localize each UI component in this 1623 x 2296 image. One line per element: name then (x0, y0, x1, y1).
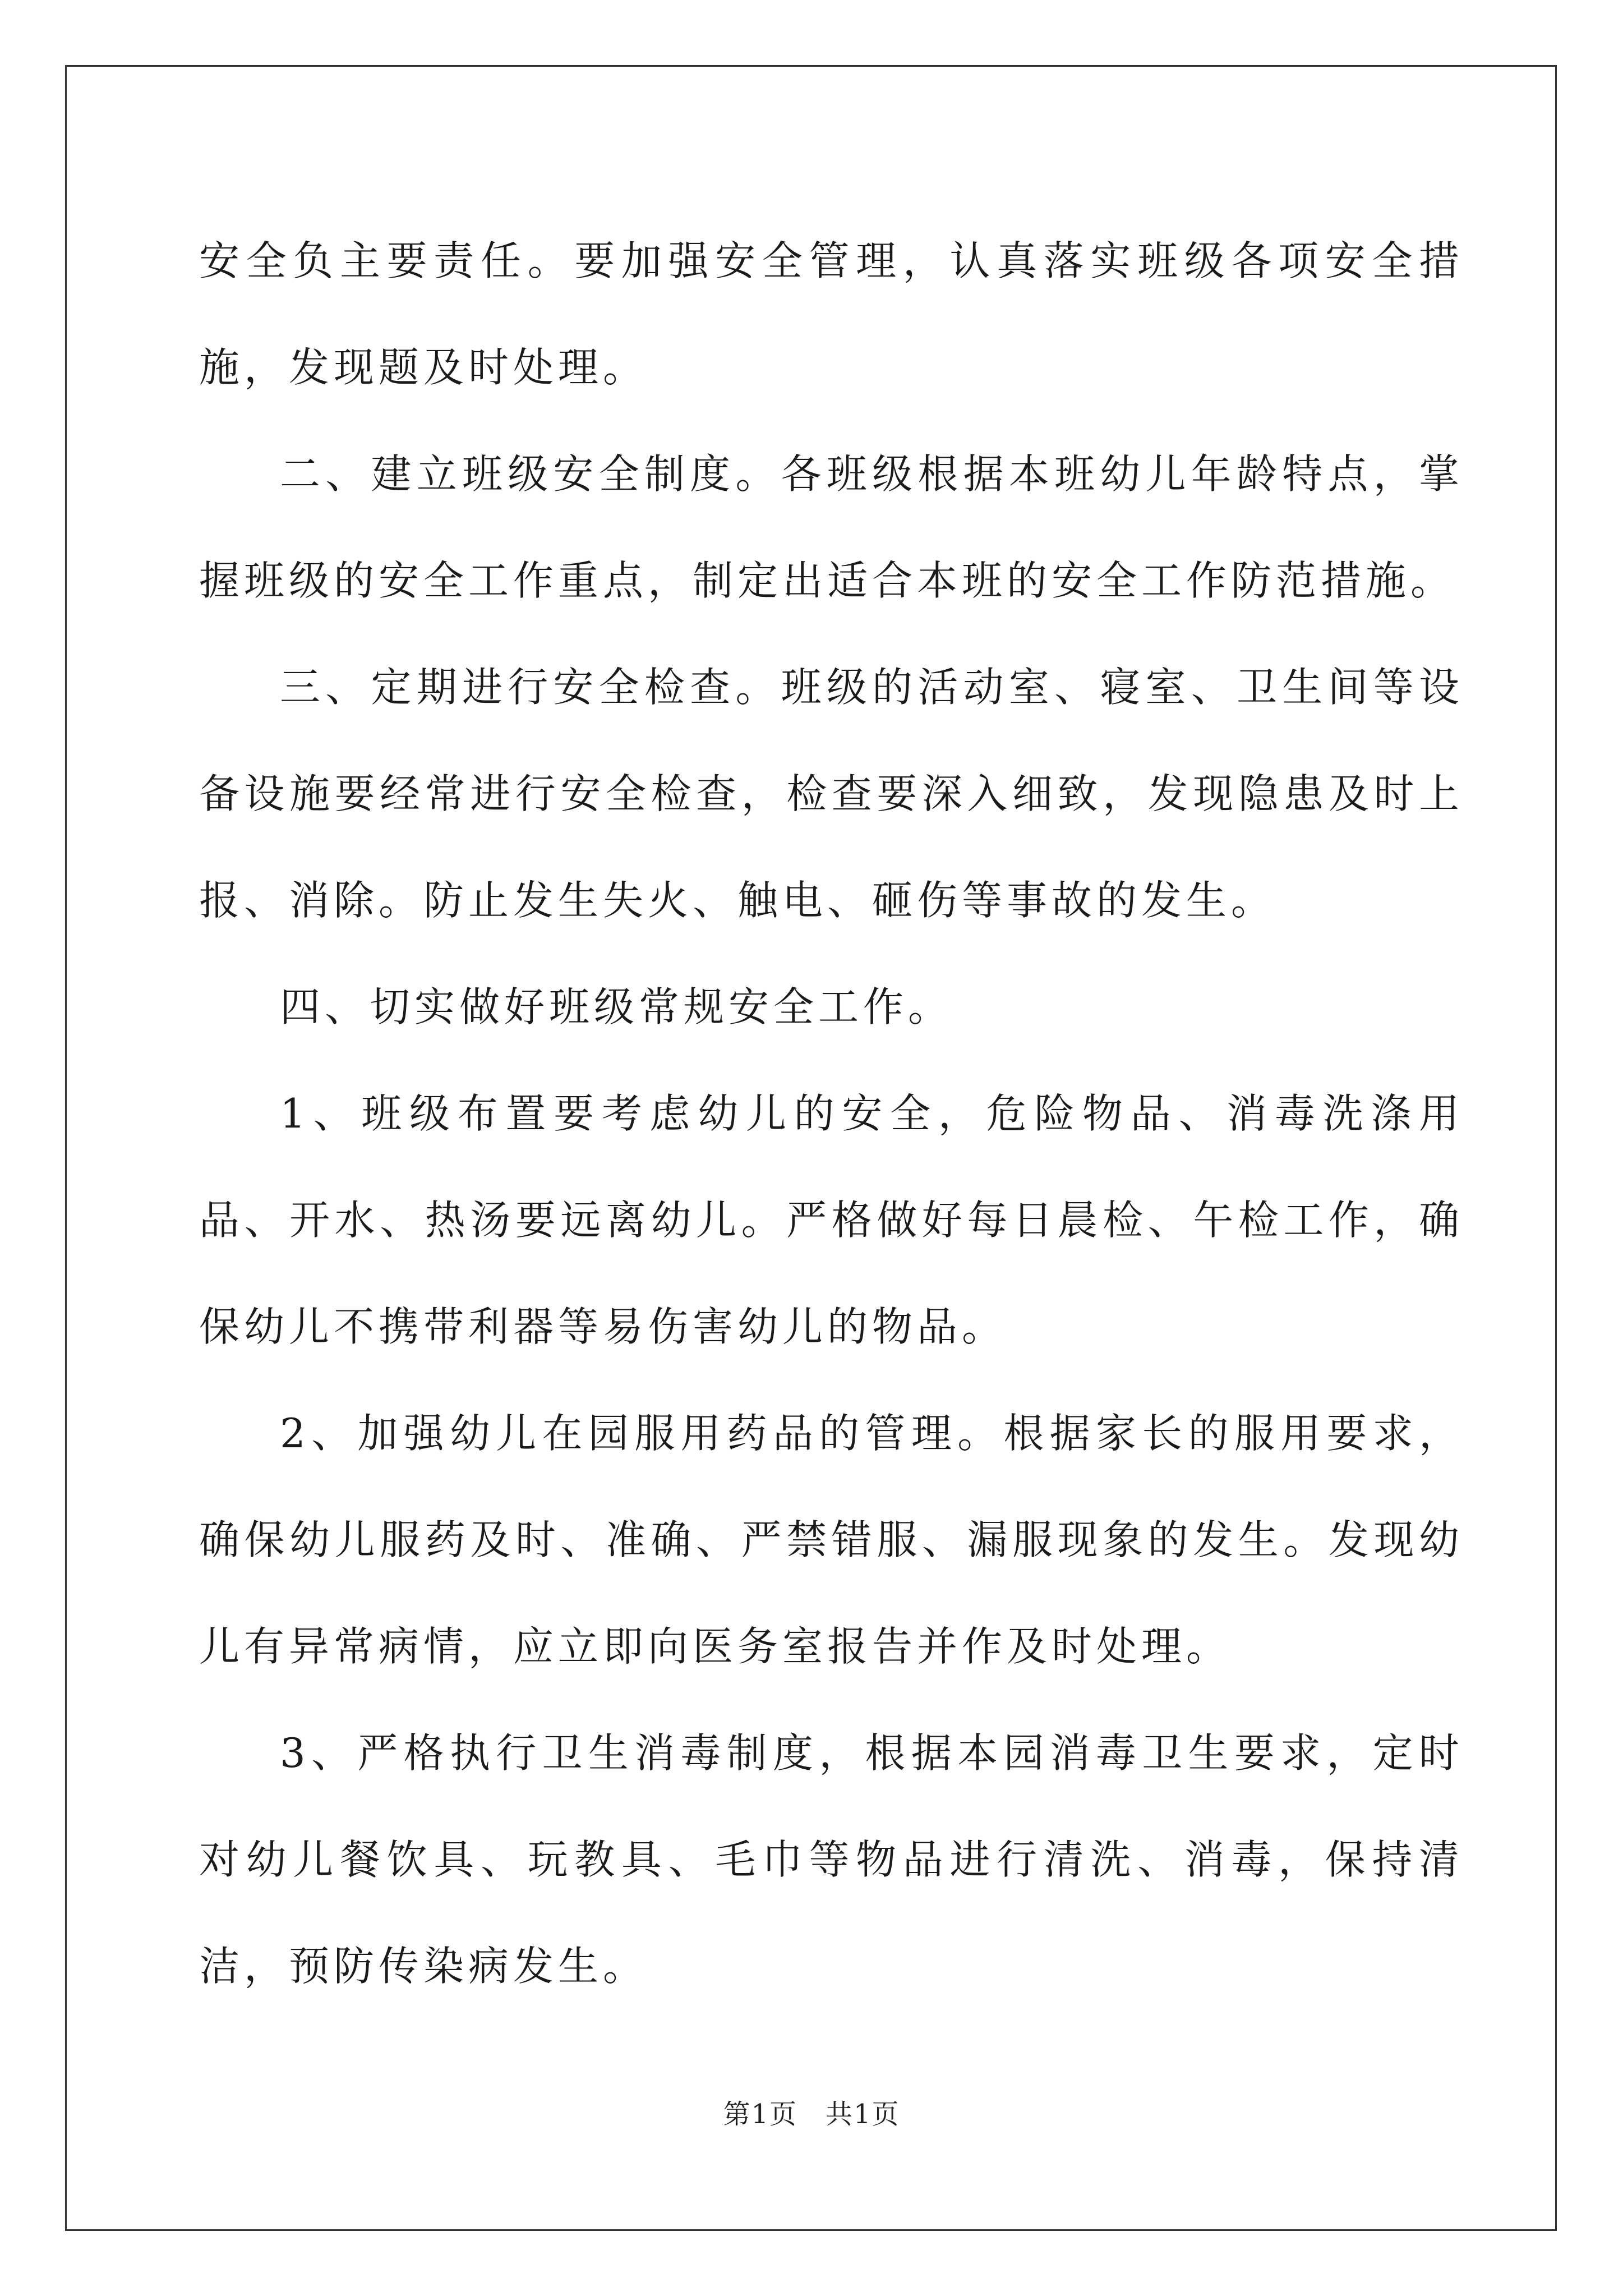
paragraph-class-safety-system: 二、建立班级安全制度。各班级根据本班幼儿年龄特点，掌握班级的安全工作重点，制定出适合本班的安全工作防范措施。 (199, 450, 1464, 604)
paragraph-safety-inspection: 三、定期进行安全检查。班级的活动室、寝室、卫生间等设备设施要经常进行安全检查，检查要深入细致，发现隐患及时上报、消除。防止发生失火、触电、砸伤等事故的发生。 (199, 664, 1464, 924)
page-number-footer: 第1页 共1页 (723, 2099, 900, 2130)
paragraph-item-2-medicine-management: 2、加强幼儿在园服用药品的管理。根据家长的服用要求，确保幼儿服药及时、准确、严禁错服、漏服现象的发生。发现幼儿有异常病情，应立即向医务室报告并作及时处理。 (199, 1410, 1464, 1670)
paragraph-safety-responsibility: 安全负主要责任。要加强安全管理，认真落实班级各项安全措施，发现题及时处理。 (199, 237, 1464, 391)
paragraph-item-3-disinfection: 3、严格执行卫生消毒制度，根据本园消毒卫生要求，定时对幼儿餐饮具、玩教具、毛巾等物品进行清洗、消毒，保持清洁，预防传染病发生。 (199, 1729, 1464, 1990)
paragraph-routine-safety-work: 四、切实做好班级常规安全工作。 (280, 983, 953, 1030)
paragraph-item-1-class-layout: 1、班级布置要考虑幼儿的安全，危险物品、消毒洗涤用品、开水、热汤要远离幼儿。严格做好每日晨检、午检工作，确保幼儿不携带利器等易伤害幼儿的物品。 (199, 1090, 1464, 1350)
document-body (199, 208, 1464, 2019)
